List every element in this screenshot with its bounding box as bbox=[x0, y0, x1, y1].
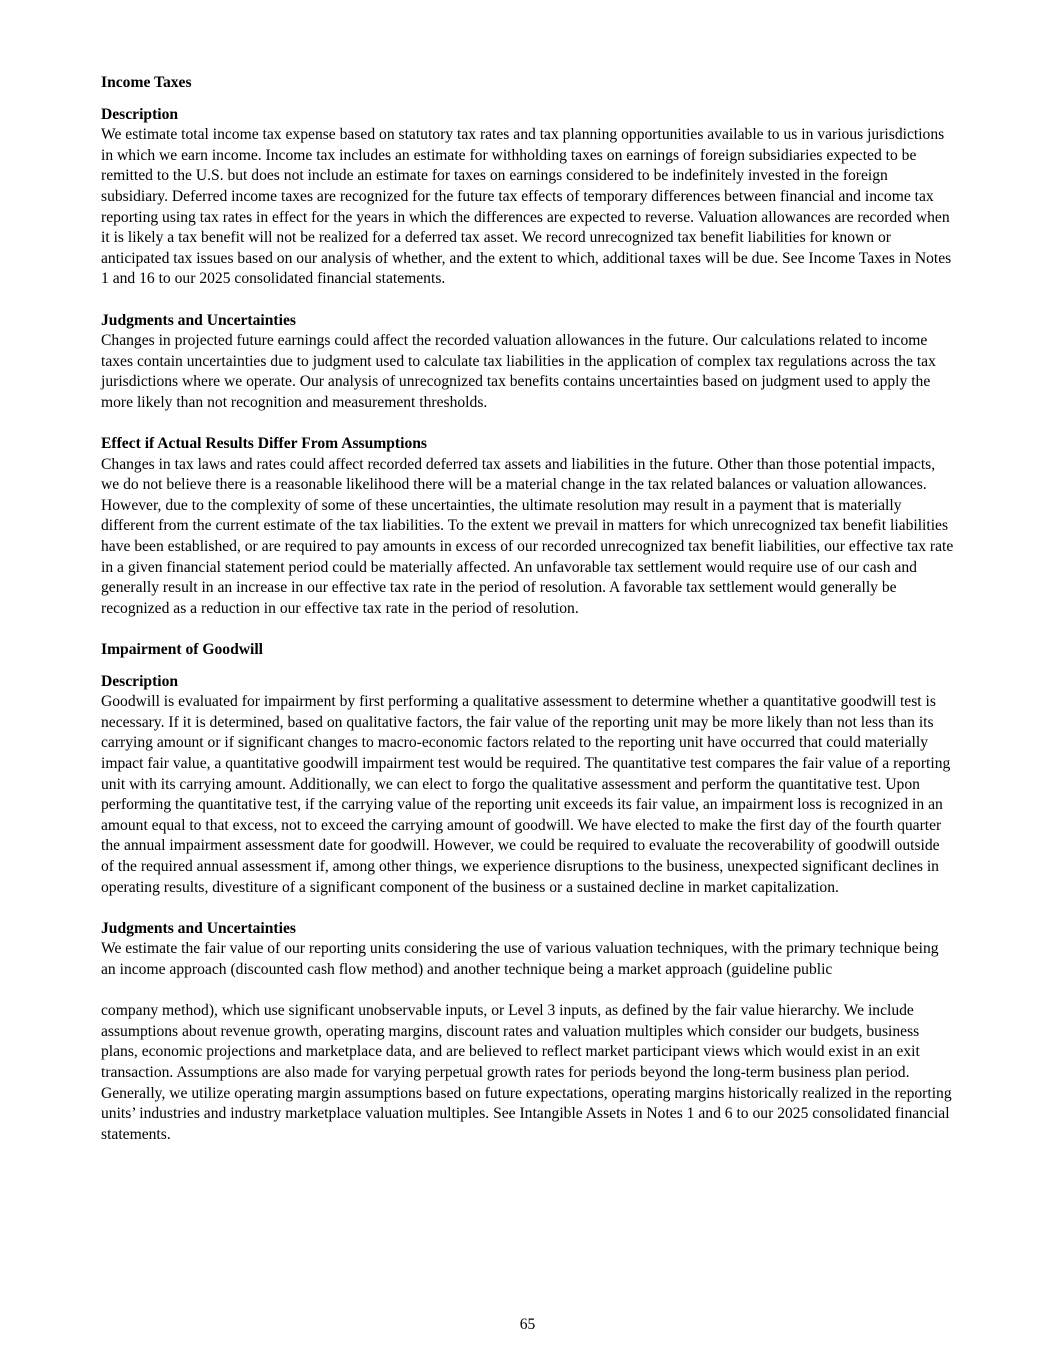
goodwill-description-heading: Description bbox=[101, 672, 179, 690]
goodwill-judgments-text-part2: company method), which use significant unobservable inputs, or Level 3 inputs, as defined by the fair value hierarchy. We include assumptions about revenue growth, operating margins, discount rates and valuation multiples which consider our budgets, business plans, economic projections and marketplace data, and are believed to reflect market participant views which would exist in an exit transaction. Assumptions are also made for varying perpetual growth rates for periods beyond the long-term business plan period. Generally, we utilize operating margin assumptions based on future expectations, operating margins historically realized in the reporting units’ industries and industry marketplace valuation multiples. See Intangible Assets in Notes 1 and 6 to our 2025 consolidated financial statements. bbox=[101, 1002, 952, 1143]
paragraph-gap bbox=[101, 414, 956, 435]
income-taxes-description-text: We estimate total income tax expense based on statutory tax rates and tax planning opportunities available to us in various jurisdictions in which we earn income. Income tax includes an estimate for withholding taxes on earnings of foreign subsidiaries expected to be remitted to the U.S. but does not include an estimate for taxes on earnings considered to be indefinitely invested in the foreign subsidiary. Deferred income taxes are recognized for the future tax effects of temporary differences between financial and income tax reporting using tax rates in effect for the years in which the differences are expected to reverse. Valuation allowances are recorded when it is likely a tax benefit will not be realized for a deferred tax asset. We record unrecognized tax benefit liabilities for known or anticipated tax issues based on our analysis of whether, and the extent to which, additional taxes will be due. See Income Taxes in Notes 1 and 16 to our 2025 consolidated financial statements. bbox=[101, 126, 952, 288]
goodwill-judgments-text-part1: We estimate the fair value of our reporting units considering the use of various valuation techniques, with the primary technique being an income approach (discounted cash flow method) and another technique being a market approach (guideline public bbox=[101, 940, 939, 978]
paragraph-gap bbox=[101, 898, 956, 919]
document-page bbox=[101, 73, 956, 1145]
income-taxes-description-heading: Description bbox=[101, 105, 179, 123]
income-taxes-effect-heading: Effect if Actual Results Differ From Assumptions bbox=[101, 435, 427, 453]
paragraph-gap bbox=[101, 619, 956, 640]
paragraph-gap bbox=[101, 981, 956, 1002]
page-number: 65 bbox=[519, 1316, 536, 1333]
goodwill-description-text: Goodwill is evaluated for impairment by first performing a qualitative assessment to determine whether a quantitative goodwill test is necessary. If it is determined, based on qualitative factors, the fair value of the reporting unit may be more likely than not less than its carrying amount or if significant changes to macro-economic factors related to the reporting unit have occurred that could materially impact fair value, a quantitative goodwill impairment test would be required. The quantitative test compares the fair value of a reporting unit with its carrying amount. Additionally, we can elect to forgo the qualitative assessment and perform the quantitative test. Upon performing the quantitative test, if the carrying value of the reporting unit exceeds its fair value, an impairment loss is recognized in an amount equal to that excess, not to exceed the carrying amount of goodwill. We have elected to make the first day of the fourth quarter the annual impairment assessment date for goodwill. However, we could be required to evaluate the recoverability of goodwill outside of the required annual assessment if, among other things, we experience disruptions to the business, unexpected significant declines in operating results, divestiture of a significant component of the business or a sustained decline in market capitalization. bbox=[101, 693, 951, 896]
section-title-income-taxes: Income Taxes bbox=[101, 74, 192, 91]
goodwill-judgments-heading: Judgments and Uncertainties bbox=[101, 919, 296, 937]
paragraph-gap bbox=[101, 290, 956, 311]
section-title-impairment-goodwill: Impairment of Goodwill bbox=[101, 641, 263, 659]
income-taxes-judgments-text: Changes in projected future earnings could affect the recorded valuation allowances in the future. Our calculations related to income taxes contain uncertainties due to judgment used to calculate tax liabilities in the application of complex tax regulations across the tax jurisdictions where we operate. Our analysis of unrecognized tax benefits contains uncertainties based on judgment used to apply the more likely than not recognition and measurement thresholds. bbox=[101, 332, 936, 411]
income-taxes-judgments-heading: Judgments and Uncertainties bbox=[101, 311, 296, 329]
income-taxes-effect-text: Changes in tax laws and rates could affect recorded deferred tax assets and liabilities in the future. Other than those potential impacts, we do not believe there is a reasonable likelihood there will be a material change in the tax related balances or valuation allowances. However, due to the complexity of some of these uncertainties, the ultimate resolution may result in a payment that is materially different from the current estimate of the tax liabilities. To the extent we prevail in matters for which unrecognized tax benefit liabilities have been established, or are required to pay amounts in excess of our recorded unrecognized tax benefit liabilities, our effective tax rate in a given financial statement period could be materially affected. An unfavorable tax settlement would require use of our cash and generally result in an increase in our effective tax rate in the period of resolution. A favorable tax settlement would generally be recognized as a reduction in our effective tax rate in the period of resolution. bbox=[101, 455, 954, 617]
